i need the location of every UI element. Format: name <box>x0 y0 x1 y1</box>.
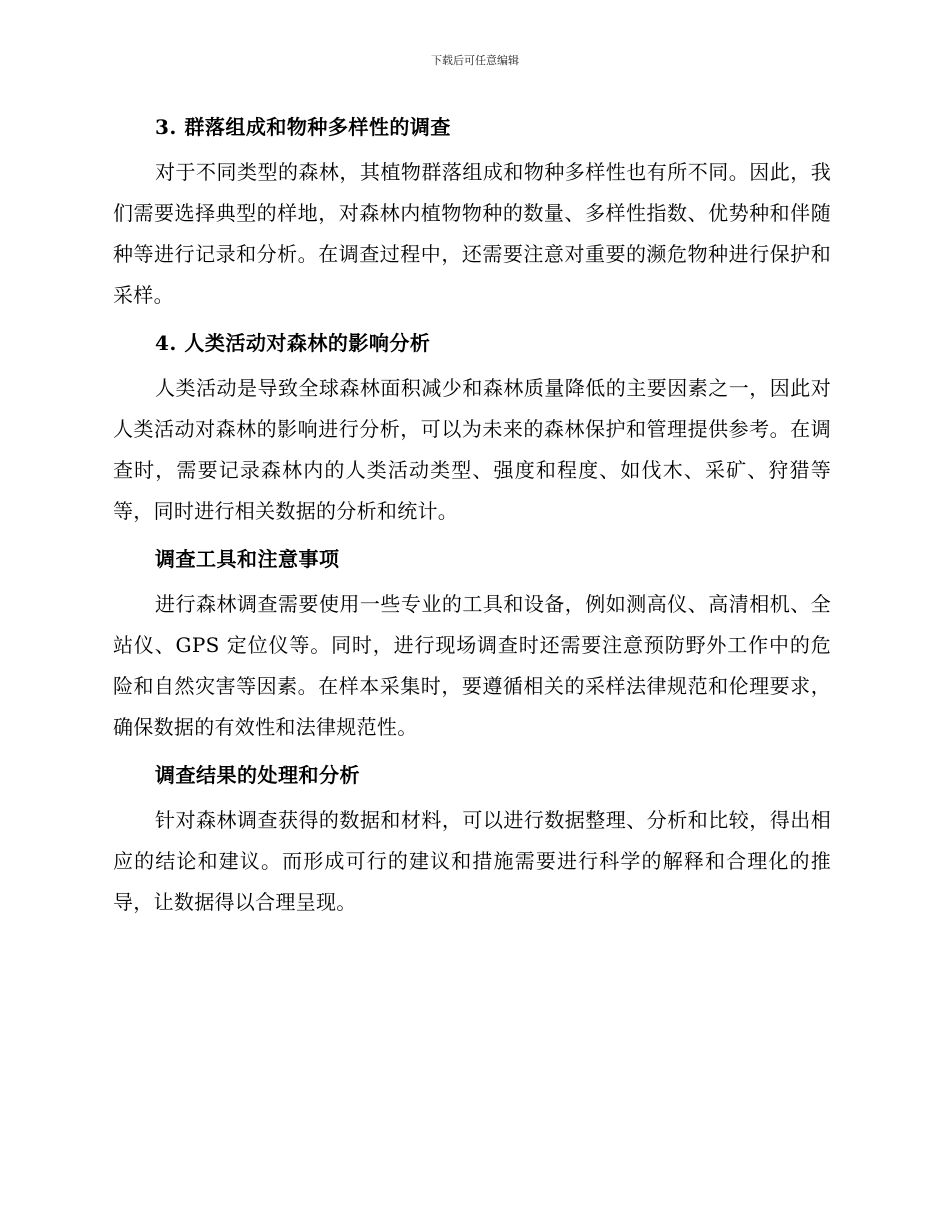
section-heading: 3. 群落组成和物种多样性的调查 <box>155 115 451 139</box>
page-header: 下载后可任意编辑 <box>431 54 519 67</box>
section-community-composition <box>113 112 831 316</box>
section-paragraph: 针对森林调查获得的数据和材料，可以进行数据整理、分析和比较，得出相应的结论和建议。而形成可行的建议和措施需要进行科学的解释和合理化的推导，让数据得以合理呈现。 <box>113 808 831 914</box>
section-tools-precautions <box>113 544 831 748</box>
section-human-impact <box>113 328 831 532</box>
section-results-analysis <box>113 760 831 923</box>
section-heading: 调查工具和注意事项 <box>155 547 340 571</box>
document-body <box>113 112 831 935</box>
section-heading: 4. 人类活动对森林的影响分析 <box>155 331 431 355</box>
section-paragraph: 进行森林调查需要使用一些专业的工具和设备，例如测高仪、高清相机、全站仪、GPS 定位仪等。同时，进行现场调查时还需要注意预防野外工作中的危险和自然灾害等因素。在样本采集时，要遵循相关的采样法律规范和伦理要求，确保数据的有效性和法律规范性。 <box>113 592 831 739</box>
section-heading: 调查结果的处理和分析 <box>155 763 360 787</box>
section-paragraph: 人类活动是导致全球森林面积减少和森林质量降低的主要因素之一，因此对人类活动对森林的影响进行分析，可以为未来的森林保护和管理提供参考。在调查时，需要记录森林内的人类活动类型、强度和程度、如伐木、采矿、狩猎等等，同时进行相关数据的分析和统计。 <box>113 376 831 523</box>
section-paragraph: 对于不同类型的森林，其植物群落组成和物种多样性也有所不同。因此，我们需要选择典型的样地，对森林内植物物种的数量、多样性指数、优势种和伴随种等进行记录和分析。在调查过程中，还需要注意对重要的濒危物种进行保护和采样。 <box>113 160 831 307</box>
